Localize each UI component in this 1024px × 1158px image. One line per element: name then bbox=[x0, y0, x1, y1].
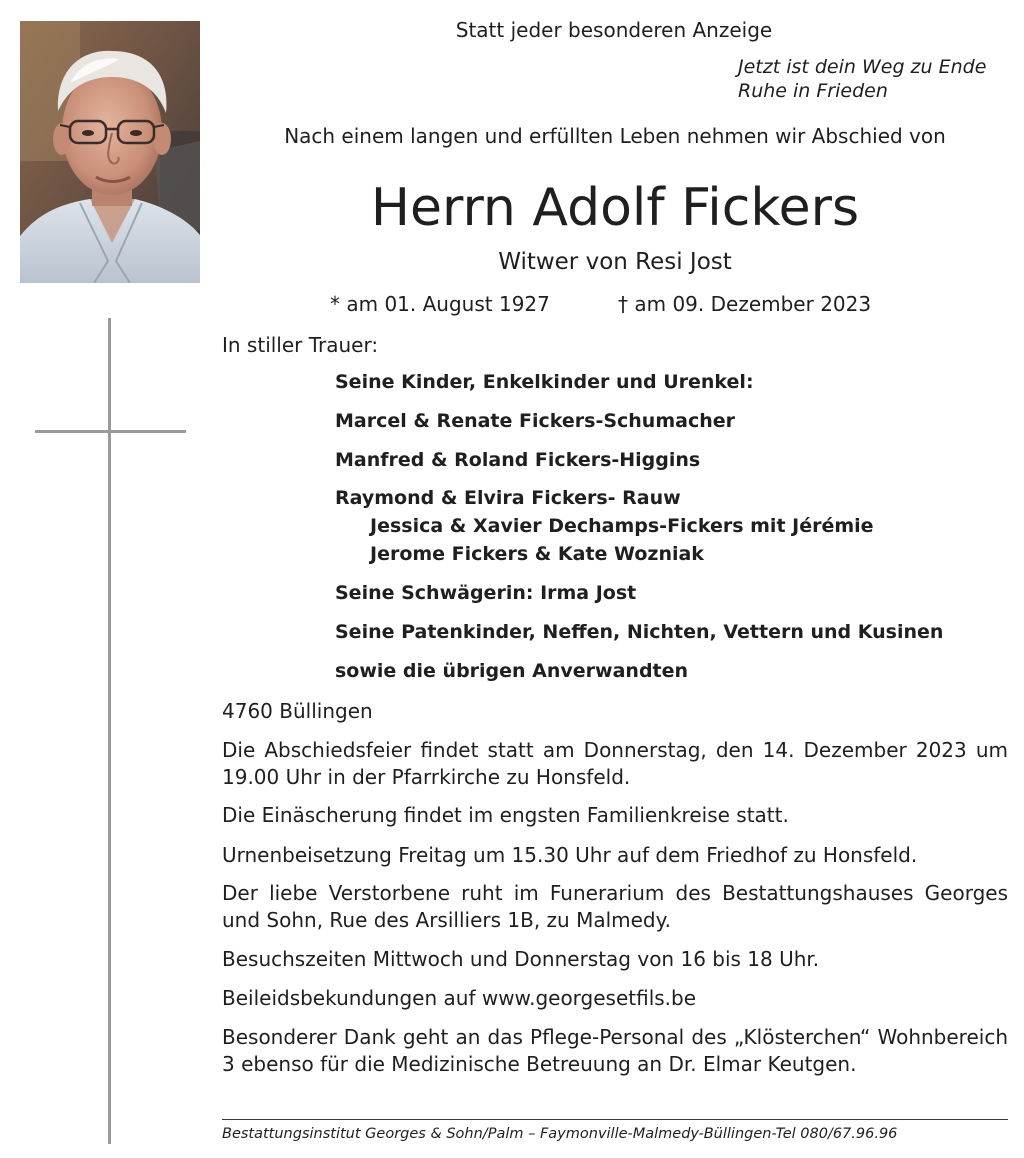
family-grandchild-1: Jessica & Xavier Dechamps-Fickers mit Jérémie bbox=[370, 515, 874, 537]
location: 4760 Büllingen bbox=[222, 699, 373, 723]
notice-condolences: Beileidsbekundungen auf www.georgesetfils.be bbox=[222, 986, 697, 1010]
notice-ceremony: Die Abschiedsfeier findet statt am Donnerstag, den 14. Dezember 2023 um 19.00 Uhr in der Pfarrkirche zu Honsfeld. bbox=[222, 738, 1008, 789]
motto-line-2: Ruhe in Frieden bbox=[738, 80, 888, 102]
family-grandchild-2: Jerome Fickers & Kate Wozniak bbox=[370, 543, 704, 565]
family-couple-2: Manfred & Roland Fickers-Higgins bbox=[335, 449, 701, 471]
notice-cremation: Die Einäscherung findet im engsten Familienkreise statt. bbox=[222, 803, 789, 827]
notice-funerarium: Der liebe Verstorbene ruht im Funerarium des Bestattungshauses Georges und Sohn, Rue des Arsilliers 1B, zu Malmedy. bbox=[222, 881, 1008, 932]
notice-thanks: Besonderer Dank geht an das Pflege-Personal des „Klösterchen“ Wohnbereich 3 ebenso für die Medizinische Betreuung an Dr. Elmar Keutgen. bbox=[222, 1025, 1008, 1076]
notice-urn: Urnenbeisetzung Freitag um 15.30 Uhr auf dem Friedhof zu Honsfeld. bbox=[222, 843, 918, 867]
family-paten: Seine Patenkinder, Neffen, Nichten, Vettern und Kusinen bbox=[335, 621, 944, 643]
notice-visiting: Besuchszeiten Mittwoch und Donnerstag von 16 bis 18 Uhr. bbox=[222, 947, 820, 971]
footer-text: Bestattungsinstitut Georges & Sohn/Palm – Faymonville-Malmedy-Büllingen-Tel 080/67.96.96 bbox=[222, 1126, 898, 1142]
birth-date: * am 01. August 1927 bbox=[330, 292, 550, 316]
subtitle: Witwer von Resi Jost bbox=[498, 249, 732, 275]
mourning-label: In stiller Trauer: bbox=[222, 333, 379, 357]
cross-horizontal-bar bbox=[35, 430, 186, 433]
footer-rule bbox=[222, 1119, 1008, 1120]
portrait-photo bbox=[20, 21, 200, 283]
family-kinder-heading: Seine Kinder, Enkelkinder und Urenkel: bbox=[335, 371, 754, 393]
intro-line: Nach einem langen und erfüllten Leben nehmen wir Abschied von bbox=[284, 124, 946, 148]
family-couple-1: Marcel & Renate Fickers-Schumacher bbox=[335, 410, 736, 432]
deceased-name: Herrn Adolf Fickers bbox=[370, 178, 860, 238]
cross-vertical-bar bbox=[108, 318, 111, 1144]
family-others: sowie die übrigen Anverwandten bbox=[335, 660, 689, 682]
family-schwaegerin: Seine Schwägerin: Irma Jost bbox=[335, 582, 637, 604]
death-date: † am 09. Dezember 2023 bbox=[618, 292, 872, 316]
motto-line-1: Jetzt ist dein Weg zu Ende bbox=[738, 56, 987, 78]
header-line: Statt jeder besonderen Anzeige bbox=[455, 18, 773, 42]
family-couple-3: Raymond & Elvira Fickers- Rauw bbox=[335, 487, 681, 509]
